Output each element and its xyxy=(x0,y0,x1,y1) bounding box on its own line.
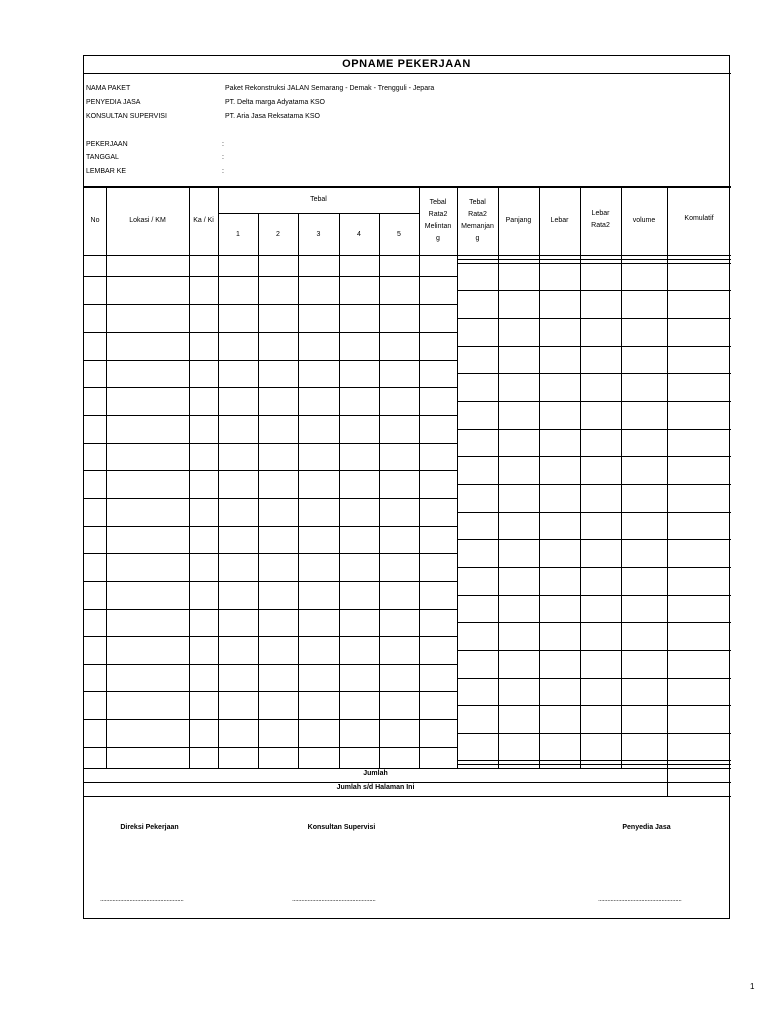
row-divider-a xyxy=(84,415,457,416)
row-divider-c xyxy=(580,318,731,319)
col-divider xyxy=(379,213,380,768)
col-divider xyxy=(498,186,499,768)
row-divider-b xyxy=(457,650,580,651)
row-divider-b xyxy=(457,539,580,540)
tebal-memanjang-line-2: Rata2 xyxy=(468,211,487,218)
col-header-tebal-melintang xyxy=(419,198,457,243)
col-divider xyxy=(298,213,299,768)
col-divider xyxy=(258,213,259,768)
penyedia-jasa-label: PENYEDIA JASA xyxy=(86,99,141,106)
row-divider-c xyxy=(580,705,731,706)
tebal-memanjang-line-1: Tebal xyxy=(469,199,486,206)
col-divider xyxy=(580,186,581,768)
col-header-volume: volume xyxy=(632,217,656,224)
row-divider-c xyxy=(580,401,731,402)
tebal-memanjang-line-4: g xyxy=(475,235,480,242)
row-divider-b xyxy=(457,595,580,596)
row-divider-b xyxy=(457,622,580,623)
lebar-rata2-line-2: Rata2 xyxy=(591,222,610,229)
pekerjaan-label: PEKERJAAN xyxy=(86,141,128,148)
row-divider-b xyxy=(457,346,580,347)
lebar-rata2-line-1: Lebar xyxy=(591,210,610,217)
col-header-tebal-2: 2 xyxy=(276,231,280,238)
row-divider-a xyxy=(84,526,457,527)
row-divider-b xyxy=(457,401,580,402)
jumlah-label: Jumlah xyxy=(363,770,388,777)
sig-konsultan-line: ...................................................... xyxy=(292,896,376,903)
row-divider-b xyxy=(457,373,580,374)
col-divider xyxy=(106,186,107,768)
col-divider xyxy=(419,186,420,768)
sig-direksi-line: ...................................................... xyxy=(100,896,184,903)
nama-paket-label: NAMA PAKET xyxy=(86,85,131,92)
col-divider xyxy=(339,213,340,768)
tebal-melintang-line-1: Tebal xyxy=(429,199,447,206)
row-divider-a xyxy=(84,664,457,665)
row-divider-c xyxy=(580,259,731,260)
konsultan-value: PT. Aria Jasa Reksatama KSO xyxy=(225,113,320,120)
row-divider-a xyxy=(84,747,457,748)
row-divider-c xyxy=(580,760,731,761)
row-divider-c xyxy=(580,429,731,430)
row-divider-c xyxy=(580,456,731,457)
row-divider-b xyxy=(457,760,580,761)
col-header-tebal-3: 3 xyxy=(316,231,321,238)
row-divider-b xyxy=(457,290,580,291)
row-divider-c xyxy=(580,539,731,540)
row-divider-a xyxy=(84,276,457,277)
body-bottom-border xyxy=(84,768,731,769)
col-header-tebal-1: 1 xyxy=(236,231,240,238)
row-divider-c xyxy=(580,764,731,765)
row-divider-b xyxy=(457,678,580,679)
col-divider xyxy=(189,186,190,768)
row-divider-c xyxy=(580,373,731,374)
row-divider-c xyxy=(580,650,731,651)
row-divider-b xyxy=(457,484,580,485)
col-header-panjang: Panjang xyxy=(505,217,532,224)
tanggal-colon: : xyxy=(222,154,224,161)
row-divider-c xyxy=(580,567,731,568)
row-divider-a xyxy=(84,691,457,692)
row-divider-c xyxy=(580,678,731,679)
col-header-komulatif: Komulatif xyxy=(684,215,714,222)
sig-konsultan-label: Konsultan Supervisi xyxy=(307,824,376,831)
col-header-lebar-rata2 xyxy=(580,209,621,230)
row-divider-c xyxy=(580,512,731,513)
row-divider-b xyxy=(457,318,580,319)
row-divider-c xyxy=(580,622,731,623)
sig-penyedia-line: ...................................................... xyxy=(598,896,682,903)
row-divider-a xyxy=(84,609,457,610)
tebal-melintang-line-2: Rata2 xyxy=(428,211,448,218)
opname-sheet xyxy=(83,55,730,919)
nama-paket-value: Paket Rekonstruksi JALAN Semarang - Demak - Trengguli - Jepara xyxy=(225,85,435,92)
summary-divider xyxy=(84,782,731,783)
row-divider-b xyxy=(457,429,580,430)
sig-direksi-label: Direksi Pekerjaan xyxy=(120,824,179,831)
tebal-subheader-divider xyxy=(218,213,419,214)
col-divider xyxy=(457,186,458,768)
col-header-no: No xyxy=(90,217,100,224)
row-divider-a xyxy=(84,443,457,444)
table-top-border xyxy=(84,186,731,188)
row-divider-a xyxy=(84,470,457,471)
col-header-lokasi: Lokasi / KM xyxy=(129,217,166,224)
row-divider-a xyxy=(84,360,457,361)
penyedia-jasa-value: PT. Delta marga Adyatama KSO xyxy=(225,99,325,106)
row-divider-b xyxy=(457,512,580,513)
row-divider-b xyxy=(457,259,580,260)
row-divider-b xyxy=(457,456,580,457)
sig-penyedia-label: Penyedia Jasa xyxy=(622,824,671,831)
row-divider-a xyxy=(84,553,457,554)
page-number: 1 xyxy=(750,982,755,991)
row-divider-b xyxy=(457,263,580,264)
row-divider-a xyxy=(84,719,457,720)
jumlah-sd-label: Jumlah s/d Halaman Ini xyxy=(336,784,415,791)
tanggal-label: TANGGAL xyxy=(86,154,119,161)
row-divider-c xyxy=(580,263,731,264)
row-divider-a xyxy=(84,636,457,637)
row-divider-b xyxy=(457,705,580,706)
col-header-kaki: Ka / Ki xyxy=(193,217,214,224)
col-header-tebal-5: 5 xyxy=(397,231,401,238)
col-header-lebar: Lebar xyxy=(550,217,569,224)
tebal-melintang-line-3: Melintan xyxy=(424,223,452,230)
row-divider-a xyxy=(84,581,457,582)
row-divider-c xyxy=(580,290,731,291)
page-title: OPNAME PEKERJAAN xyxy=(342,58,471,70)
header-bottom-border xyxy=(84,255,731,256)
row-divider-c xyxy=(580,595,731,596)
row-divider-c xyxy=(580,733,731,734)
summary-bottom-border xyxy=(84,796,731,797)
title-divider xyxy=(84,73,731,74)
tebal-memanjang-line-3: Memanjan xyxy=(461,223,494,230)
tebal-melintang-line-4: g xyxy=(436,235,440,242)
col-divider xyxy=(539,186,540,768)
row-divider-c xyxy=(580,484,731,485)
row-divider-c xyxy=(580,346,731,347)
row-divider-a xyxy=(84,387,457,388)
row-divider-a xyxy=(84,498,457,499)
row-divider-b xyxy=(457,764,580,765)
konsultan-label: KONSULTAN SUPERVISI xyxy=(86,113,167,120)
pekerjaan-colon: : xyxy=(222,141,224,148)
row-divider-a xyxy=(84,332,457,333)
col-header-tebal: Tebal xyxy=(310,196,327,203)
row-divider-b xyxy=(457,567,580,568)
lembar-label: LEMBAR KE xyxy=(86,168,127,175)
col-header-tebal-memanjang xyxy=(457,198,498,243)
col-divider xyxy=(218,186,219,768)
col-divider xyxy=(621,186,622,768)
row-divider-a xyxy=(84,304,457,305)
lembar-colon: : xyxy=(222,168,224,175)
row-divider-b xyxy=(457,733,580,734)
col-header-tebal-4: 4 xyxy=(357,231,361,238)
